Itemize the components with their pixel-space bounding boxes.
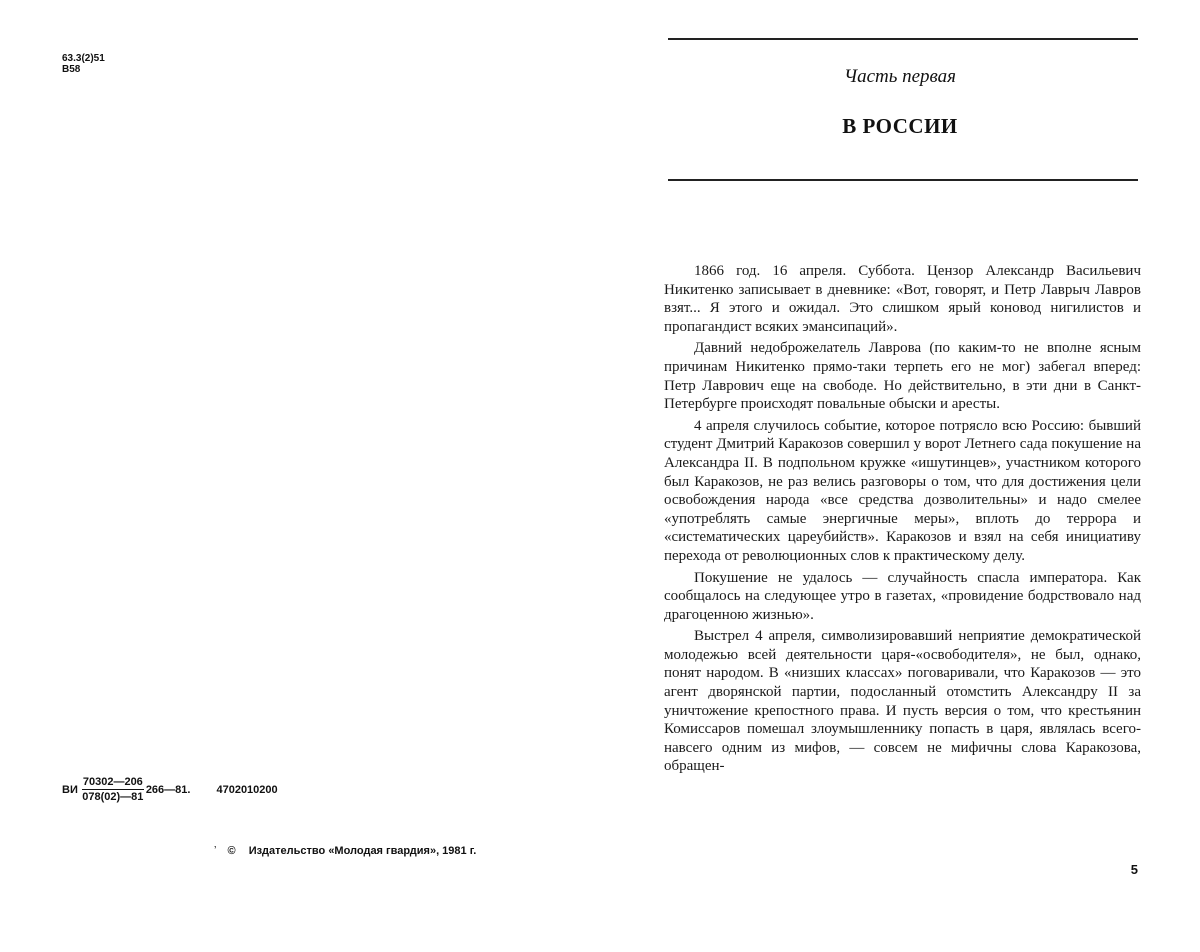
paragraph: Покушение не удалось — случайность спасла императора. Как сообщалось на следующее утро в газетах, «провидение бодрствовало над драгоценною жизнью». [664,569,1141,625]
chapter-title: В РОССИИ [600,114,1200,139]
imprint-code: 4702010200 [216,784,277,796]
bbk-code: 63.3(2)51 [62,53,105,64]
imprint-denominator: 078(02)—81 [82,790,143,803]
bottom-rule [668,179,1138,181]
body-text [664,262,1141,776]
paragraph: 1866 год. 16 апреля. Суббота. Цензор Александр Васильевич Никитенко записывает в дневнике: «Вот, говорят, и Петр Лаврыч Лавров взят... Я этого и ожидал. Это слишком ярый коновод нигилистов и пропагандист всяких эмансипаций». [664,262,1141,336]
right-page [600,0,1200,952]
imprint-numerator: 70302—206 [82,776,144,790]
bbk-index [62,53,105,75]
paragraph: 4 апреля случилось событие, которое потрясло всю Россию: бывший студент Дмитрий Каракозов совершил у ворот Летнего сада покушение на Александра II. В подпольном кружке «ишутинцев», участником которого был Каракозов, не раз велись разговоры о том, что для достижения цели освобождения народа «все средства дозволительны» и надо смелее «употреблять самые энергичные меры», вплоть до террора и «систематических цареубийств». Каракозов и взял на себя инициативу перехода от революционных слов к практическому делу. [664,417,1141,566]
author-mark: В58 [62,64,105,75]
paragraph: Выстрел 4 апреля, символизировавший неприятие демократической молодежью всей деятельности царя-«освободителя», не был, однако, понят народом. В «низших классах» поговаривали, что Каракозов — это агент дворянской партии, подосланный отомстить Александру II за уничтожение крепостного права. И пусть версия о том, что крестьянин Комиссаров помешал злоумышленнику попасть в царя, являлась всего-навсего одним из мифов, — совсем не мифичны слова Каракозова, обращен- [664,627,1141,776]
part-title: Часть первая [600,66,1200,88]
left-page [0,0,600,952]
imprint-code-line [62,776,278,803]
page-number: 5 [1131,862,1138,877]
copyright-notice [214,845,476,857]
top-rule [668,38,1138,40]
copyright-text: Издательство «Молодая гвардия», 1981 г. [249,845,477,857]
imprint-suffix: 266—81. [146,784,191,796]
paragraph: Давний недоброжелатель Лаврова (по каким-то не вполне ясным причинам Никитенко прямо-таки терпеть его не мог) забегал вперед: Петр Лаврович еще на свободе. Но действительно, в эти дни в Санкт-Петербурге происходят повальные обыски и аресты. [664,339,1141,413]
imprint-fraction [82,776,144,803]
copyright-tick: ʼ [214,845,216,857]
imprint-prefix: ВИ [62,784,78,796]
copyright-symbol: © [228,845,236,857]
